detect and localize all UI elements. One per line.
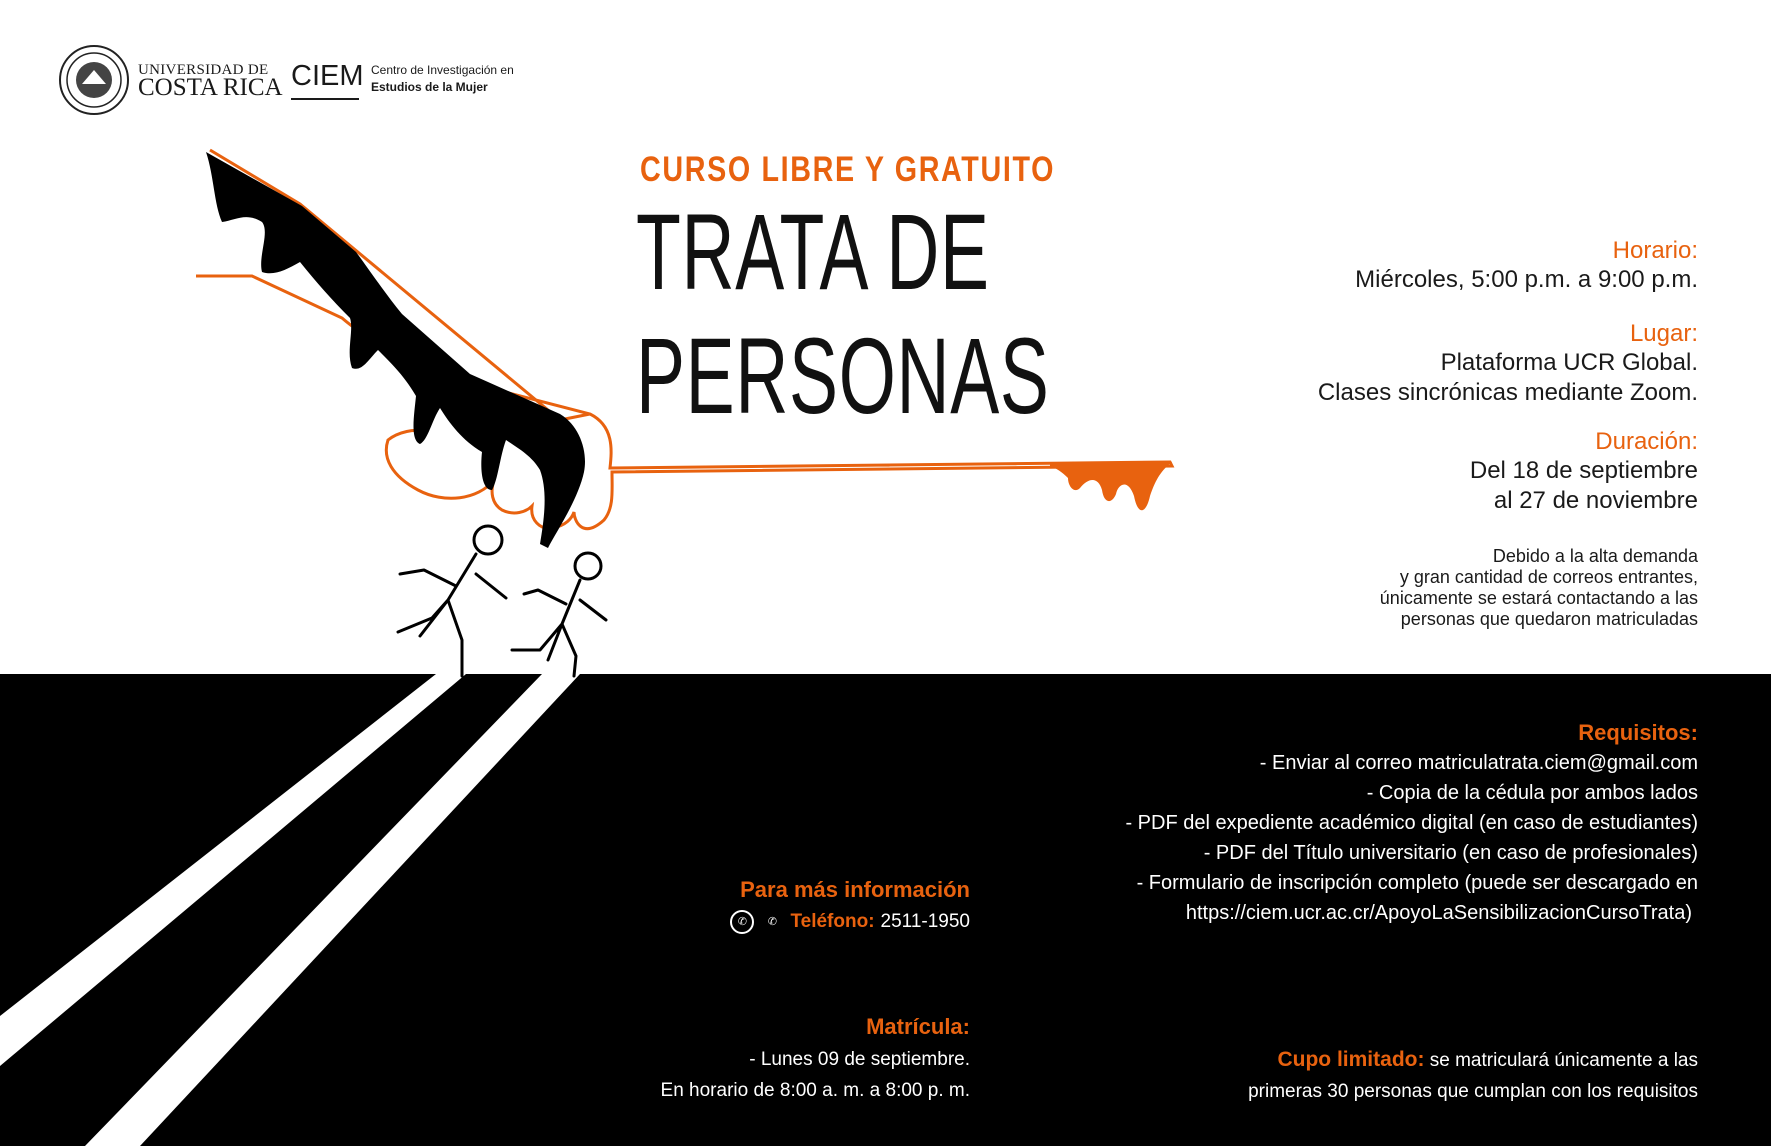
cupo-label: Cupo limitado: [1277, 1048, 1425, 1071]
requisito-item[interactable]: https://ciem.ucr.ac.cr/ApoyoLaSensibilizacionCursoTrata) [1185, 902, 1692, 924]
running-figures [398, 526, 606, 676]
ciem-line1: Centro de Investigación en [371, 63, 514, 77]
duracion-value2: al 27 de noviembre [1493, 487, 1698, 514]
phone-line[interactable] [600, 907, 970, 937]
requisito-item: - Enviar al correo matriculatrata.ciem@gmail.com [1259, 752, 1698, 774]
title-line1: TRATA DE [636, 191, 990, 312]
requisito-item: - Formulario de inscripción completo (puede ser descargado en [1136, 872, 1698, 894]
ucr-seal [58, 44, 130, 116]
course-kicker: CURSO LIBRE Y GRATUITO [640, 150, 1056, 189]
ciem-line2: Estudios de la Mujer [371, 80, 488, 94]
cupo-text2: primeras 30 personas que cumplan con los requisitos [1248, 1081, 1698, 1102]
ucr-line1: UNIVERSIDAD DE [138, 62, 269, 78]
lugar-block [1318, 320, 1698, 408]
requisito-item: - Copia de la cédula por ambos lados [1366, 782, 1698, 804]
lugar-label: Lugar: [1629, 320, 1698, 347]
cupo-text1: se matriculará únicamente a las [1429, 1050, 1698, 1071]
requisito-item: - PDF del expediente académico digital (en caso de estudiantes) [1125, 812, 1698, 834]
university-name [138, 62, 283, 101]
notice-line: únicamente se estará contactando a las [1379, 588, 1698, 608]
cupo-block [1098, 1044, 1698, 1107]
horario-value: Miércoles, 5:00 p.m. a 9:00 p.m. [1355, 266, 1698, 293]
notice-text [1278, 546, 1698, 630]
duracion-block [1470, 428, 1698, 516]
duracion-value1: Del 18 de septiembre [1469, 457, 1698, 484]
matricula-label: Matrícula: [866, 1014, 970, 1039]
phone-icon: ✆ [767, 916, 778, 928]
horario-label: Horario: [1612, 237, 1698, 264]
course-title [636, 190, 1050, 438]
notice-line: personas que quedaron matriculadas [1400, 609, 1698, 629]
matricula-line2: En horario de 8:00 a. m. a 8:00 p. m. [660, 1080, 970, 1101]
requisitos-label: Requisitos: [1578, 720, 1698, 745]
notice-line: y gran cantidad de correos entrantes, [1399, 567, 1698, 587]
requisitos-block [1125, 718, 1698, 928]
phone-label: Teléfono: [790, 911, 875, 932]
contact-label: Para más información [740, 877, 970, 902]
sleeve-drip [206, 152, 585, 548]
ciem-subtitle [371, 62, 514, 96]
requisito-item: - PDF del Título universitario (en caso de profesionales) [1203, 842, 1698, 864]
whatsapp-icon: ✆ [730, 910, 754, 934]
lugar-value1: Plataforma UCR Global. [1440, 349, 1698, 376]
horario-block [1355, 237, 1698, 295]
contact-block [600, 873, 970, 937]
lugar-value2: Clases sincrónicas mediante Zoom. [1317, 379, 1698, 406]
ciem-logo: CIEM [291, 60, 359, 100]
university-seal-icon [58, 44, 130, 116]
notice-line: Debido a la alta demanda [1492, 546, 1698, 566]
matricula-block [560, 1010, 970, 1106]
phone-number: 2511-1950 [880, 911, 970, 932]
title-line2: PERSONAS [636, 315, 1050, 436]
matricula-line1: - Lunes 09 de septiembre. [749, 1049, 970, 1070]
orange-drip [1050, 462, 1172, 510]
duracion-label: Duración: [1595, 428, 1698, 455]
ucr-line2: COSTA RICA [138, 74, 283, 101]
